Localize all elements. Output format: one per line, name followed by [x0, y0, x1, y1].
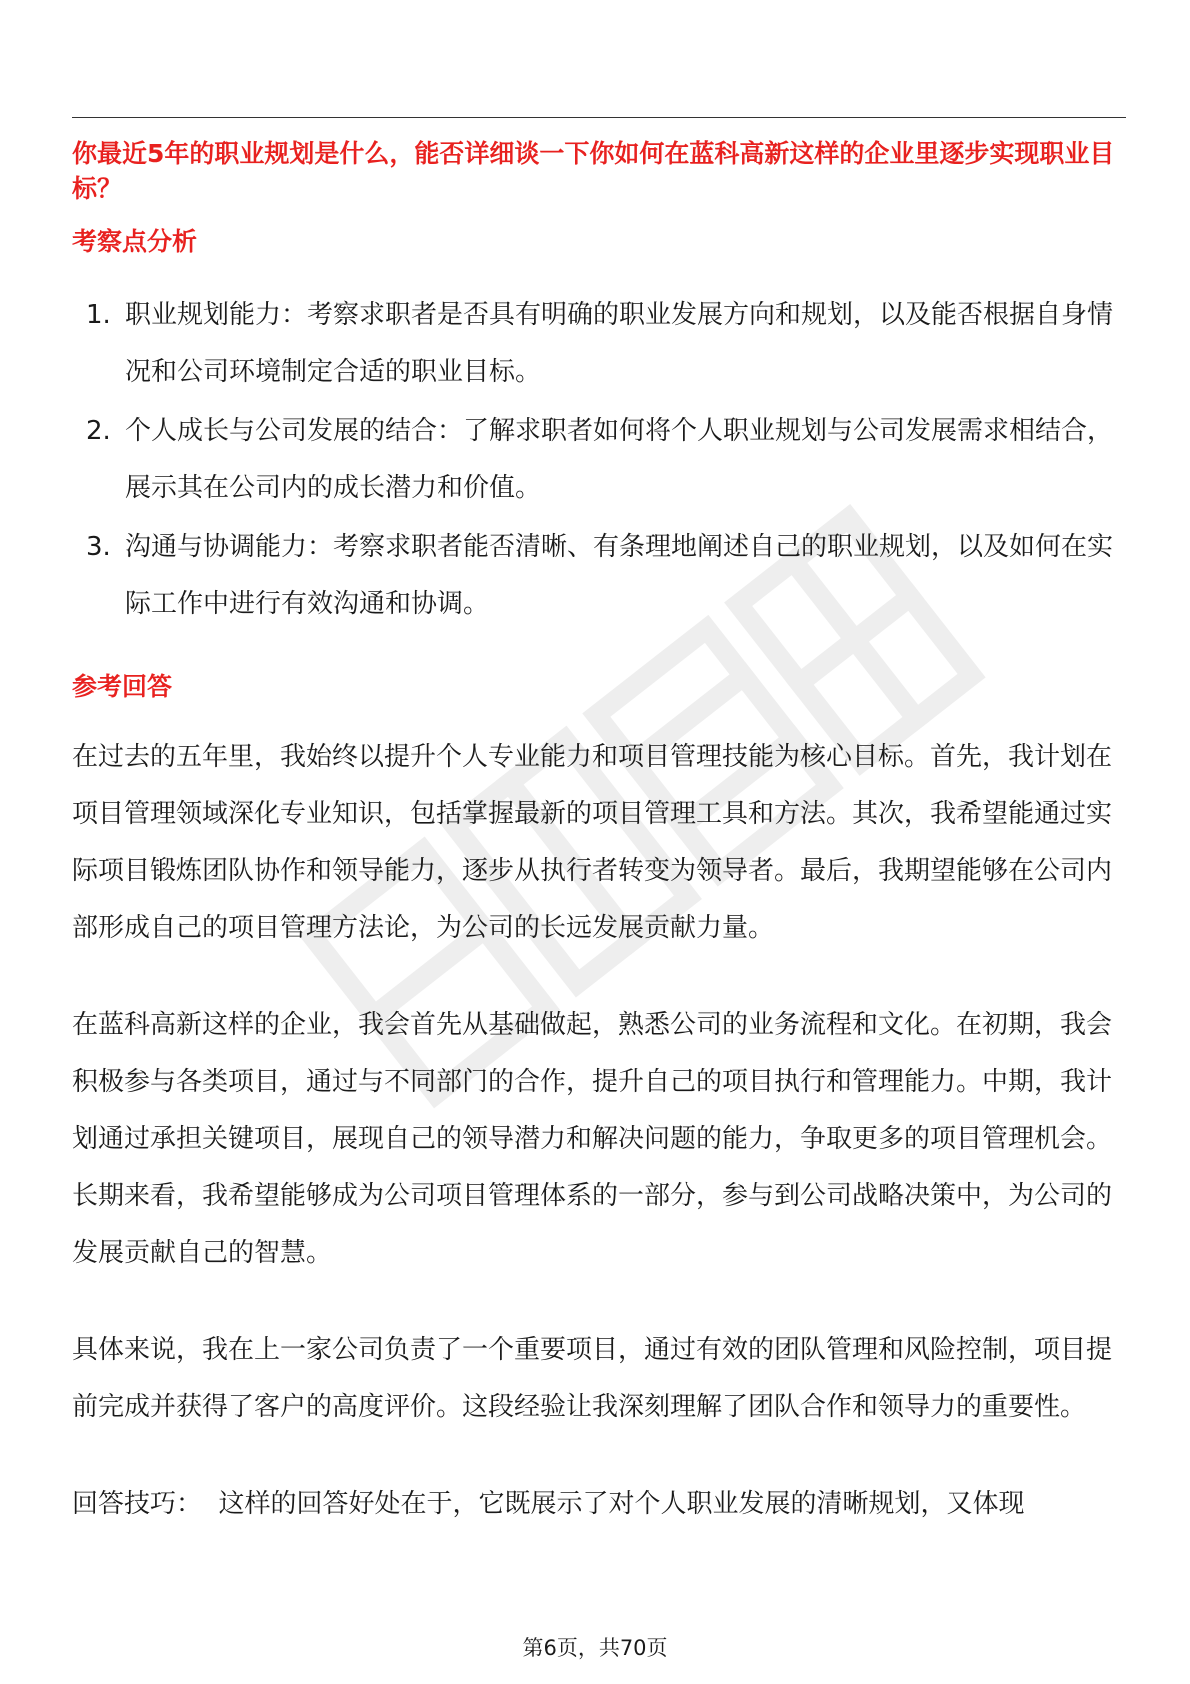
answer-tip: [72, 1476, 1126, 1533]
answer-paragraph: 在过去的五年里，我始终以提升个人专业能力和项目管理技能为核心目标。首先，我计划在项目管理领域深化专业知识，包括掌握最新的项目管理工具和方法。其次，我希望能通过实际项目锻炼团队协作和领导能力，逐步从执行者转变为领导者。最后，我期望能够在公司内部形成自己的项目管理方法论，为公司的长远发展贡献力量。: [72, 742, 1113, 943]
tip-label: 回答技巧：: [72, 1489, 203, 1519]
document-body: [72, 136, 1126, 1533]
list-number: 1.: [86, 300, 111, 330]
page-footer: 第6页，共70页: [522, 1636, 668, 1660]
point-separator: ：: [437, 416, 464, 446]
answer-paragraph: 在蓝科高新这样的企业，我会首先从基础做起，熟悉公司的业务流程和文化。在初期，我会积极参与各类项目，通过与不同部门的合作，提升自己的项目执行和管理能力。中期，我计划通过承担关键项目，展现自己的领导潜力和解决问题的能力，争取更多的项目管理机会。长期来看，我希望能够成为公司项目管理体系的一部分，参与到公司战略决策中，为公司的发展贡献自己的智慧。: [72, 1010, 1113, 1268]
point-title: 沟通与协调能力: [125, 532, 308, 562]
list-number: 3.: [86, 532, 111, 562]
answer-heading: 参考回答: [72, 672, 173, 701]
point-text: 考察求职者能否清晰、有条理地阐述自己的职业规划，以及如何在实际工作中进行有效沟通和协调。: [125, 532, 1114, 619]
point-text: 考察求职者是否具有明确的职业发展方向和规划，以及能否根据自身情况和公司环境制定合适的职业目标。: [125, 300, 1114, 387]
list-item: [72, 519, 1126, 633]
list-item: [72, 403, 1126, 517]
question-title: 你最近5年的职业规划是什么，能否详细谈一下你如何在蓝科高新这样的企业里逐步实现职业目标？: [72, 139, 1115, 203]
point-title: 职业规划能力: [125, 300, 282, 330]
tip-text: 这样的回答好处在于，它既展示了对个人职业发展的清晰规划，又体现: [218, 1489, 1025, 1519]
analysis-list: [72, 287, 1126, 633]
point-title: 个人成长与公司发展的结合: [125, 416, 438, 446]
point-separator: ：: [281, 300, 308, 330]
point-separator: ：: [307, 532, 334, 562]
header-rule: [72, 117, 1126, 118]
analysis-heading: 考察点分析: [72, 227, 198, 256]
list-number: 2.: [86, 416, 111, 446]
point-text: 了解求职者如何将个人职业规划与公司发展需求相结合，展示其在公司内的成长潜力和价值。: [125, 416, 1114, 503]
answer-paragraph: 具体来说，我在上一家公司负责了一个重要项目，通过有效的团队管理和风险控制，项目提前完成并获得了客户的高度评价。这段经验让我深刻理解了团队合作和领导力的重要性。: [72, 1335, 1113, 1422]
list-item: [72, 287, 1126, 401]
